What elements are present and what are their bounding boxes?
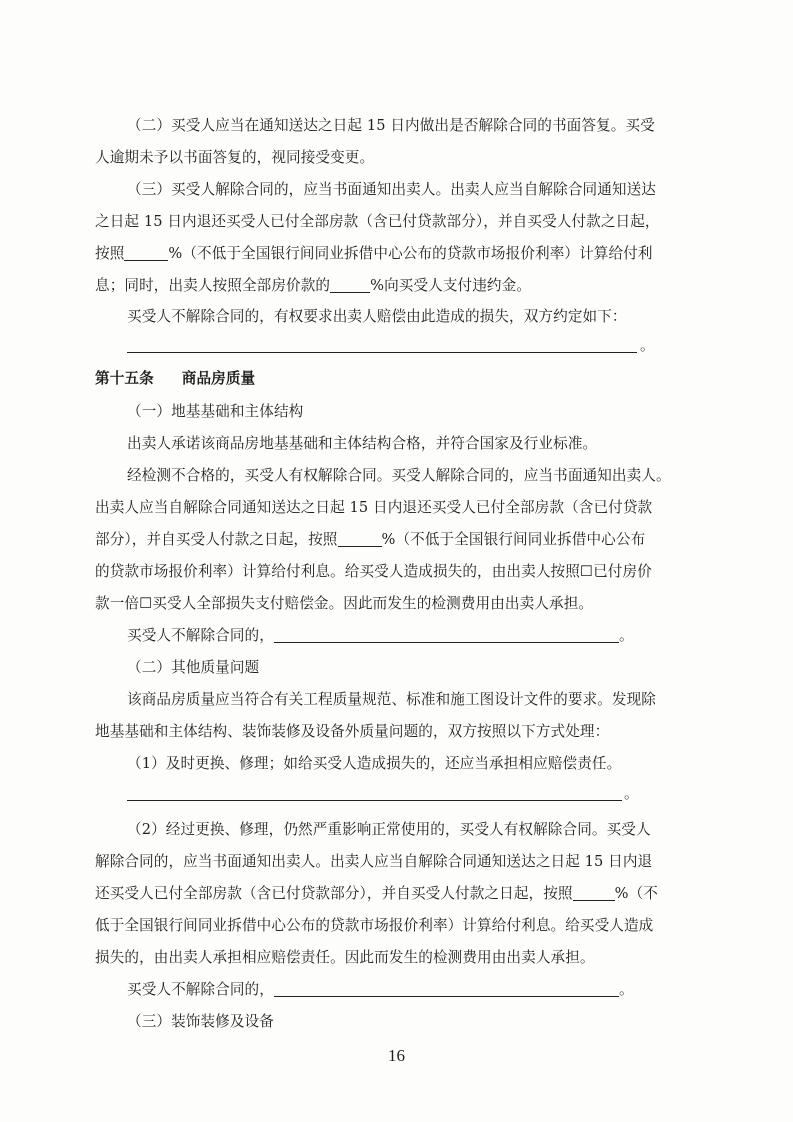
page-number: 16 (388, 1046, 405, 1065)
paragraph-line (95, 276, 695, 296)
period-mark: 。 (640, 337, 655, 354)
line-text: %（不低于全国银行间同业拆借中心公布的贷款市场报价利率）计算给付利 (168, 245, 653, 262)
fill-blank[interactable] (573, 886, 615, 901)
line-text: 部分），并自买受人付款之日起，按照 (95, 531, 338, 548)
paragraph-line: 经检测不合格的，买受人有权解除合同。买受人解除合同的，应当书面通知出卖人。 (127, 467, 671, 484)
paragraph-line (95, 244, 695, 264)
paragraph-line: 地基基础和主体结构、装饰装修及设备外质量问题的，双方按照以下方式处理： (95, 723, 610, 740)
paragraph-line: （三）买受人解除合同的，应当书面通知出卖人。出卖人应当自解除合同通知送达 (127, 181, 656, 198)
paragraph-line: 款一倍☐买受人全部损失支付赔偿金。因此而发生的检测费用由出卖人承担。 (95, 595, 594, 612)
paragraph-line: 的贷款市场报价利率）计算给付利息。给买受人造成损失的，由出卖人按照☐已付房价 (95, 563, 652, 580)
article-title: 商品房质量 (181, 370, 256, 387)
fill-blank[interactable] (338, 532, 382, 547)
paragraph-line: 低于全国银行间同业拆借中心公布的贷款市场报价利率）计算给付利息。给买受人造成 (95, 917, 654, 934)
paragraph-line (95, 884, 695, 904)
line-text: %（不 (614, 885, 658, 902)
paragraph-line (127, 626, 727, 646)
fill-line[interactable] (127, 352, 637, 353)
paragraph-line: 人逾期未予以书面答复的，视同接受变更。 (95, 149, 375, 166)
paragraph-line: 买受人不解除合同的，有权要求出卖人赔偿由此造成的损失，双方约定如下： (127, 308, 627, 325)
subsection-heading: （一）地基基础和主体结构 (127, 403, 304, 420)
line-text: 还买受人已付全部房款（含已付贷款部分），并自买受人付款之日起，按照 (95, 885, 573, 902)
line-text: %（不低于全国银行间同业拆借中心公布 (381, 531, 646, 548)
paragraph-line: （2）经过更换、修理，仍然严重影响正常使用的，买受人有权解除合同。买受人 (127, 821, 651, 838)
paragraph-line: 解除合同的，应当书面通知出卖人。出卖人应当自解除合同通知送达之日起 15 日内退 (95, 853, 653, 870)
paragraph-line: 出卖人承诺该商品房地基基础和主体结构合格，并符合国家及行业标准。 (127, 435, 598, 452)
fill-blank[interactable] (274, 628, 619, 643)
period-mark: 。 (624, 785, 639, 802)
paragraph-line: 该商品房质量应当符合有关工程质量规范、标准和施工图设计文件的要求。发现除 (127, 691, 656, 708)
paragraph-line: 之日起 15 日内退还买受人已付全部房款（含已付贷款部分），并自买受人付款之日起， (95, 213, 660, 230)
paragraph-line: （1）及时更换、修理；如给买受人造成损失的，还应当承担相应赔偿责任。 (127, 755, 622, 772)
fill-blank[interactable] (274, 982, 619, 997)
fill-blank[interactable] (124, 246, 168, 261)
line-text: 。 (618, 627, 634, 644)
paragraph-line (127, 980, 727, 1000)
section-heading (95, 369, 695, 389)
paragraph-line: 出卖人应当自解除合同通知送达之日起 15 日内退还买受人已付全部房款（含已付贷款 (95, 499, 653, 516)
paragraph-line (95, 530, 695, 550)
line-text: 买受人不解除合同的， (127, 981, 274, 998)
line-text: %向买受人支付违约金。 (370, 277, 532, 294)
paragraph-line: 损失的，由出卖人承担相应赔偿责任。因此而发生的检测费用由出卖人承担。 (95, 949, 595, 966)
paragraph-line: （二）买受人应当在通知送达之日起 15 日内做出是否解除合同的书面答复。买受 (127, 117, 655, 134)
fill-blank[interactable] (330, 278, 370, 293)
subsection-heading: （二）其他质量问题 (127, 659, 260, 676)
line-text: 息；同时，出卖人按照全部房价款的 (95, 277, 331, 294)
line-text: 买受人不解除合同的， (127, 627, 274, 644)
subsection-heading: （三）装饰装修及设备 (127, 1013, 274, 1030)
article-number: 第十五条 (95, 370, 154, 387)
fill-line[interactable] (127, 800, 622, 801)
line-text: 。 (618, 981, 634, 998)
line-text: 按照 (95, 245, 125, 262)
